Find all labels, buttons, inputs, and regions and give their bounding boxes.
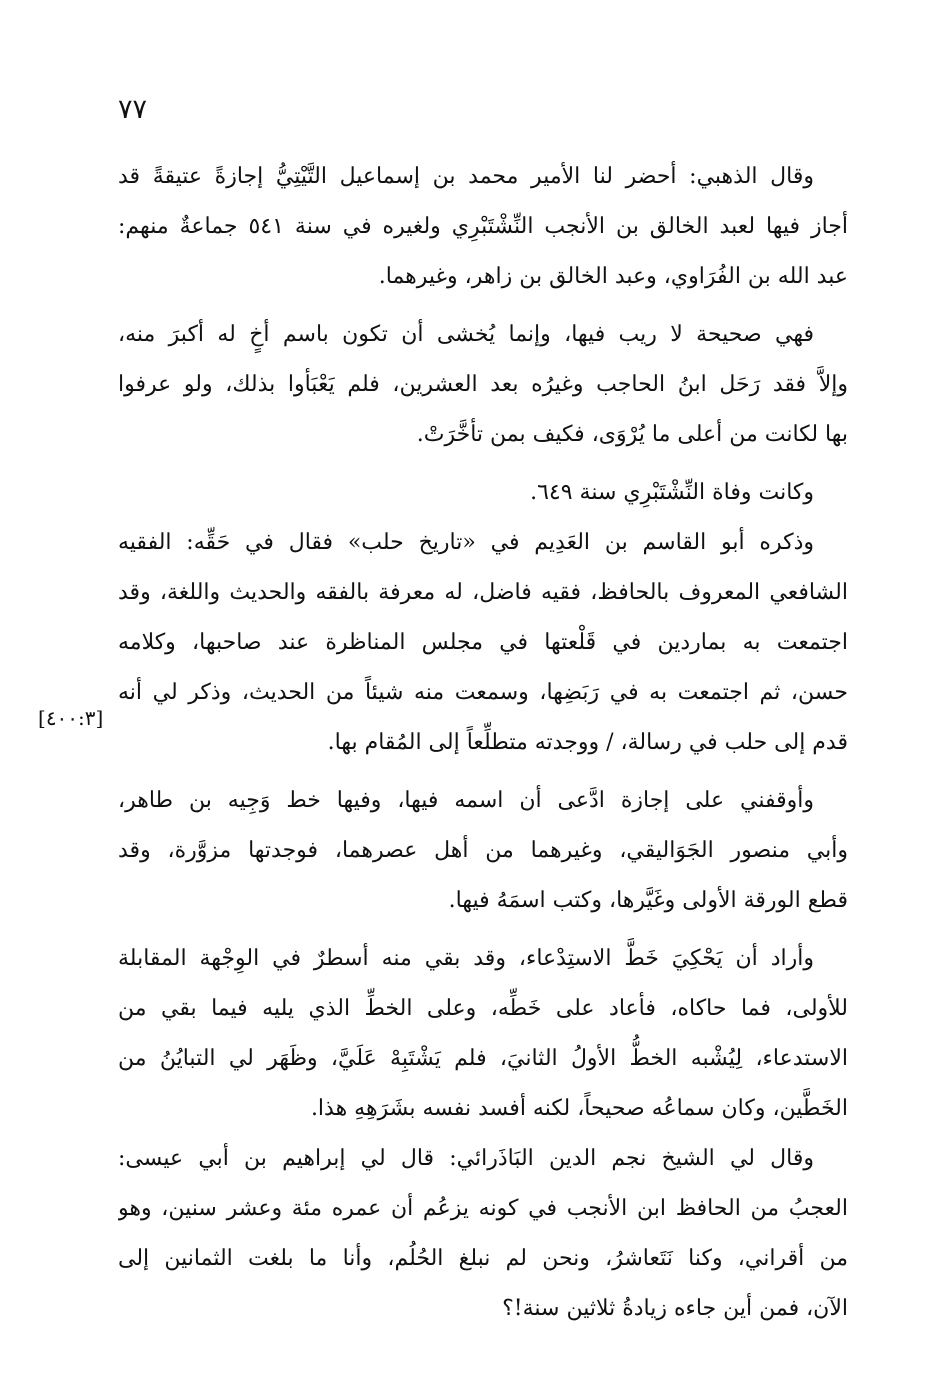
- paragraph: [118, 1134, 848, 1334]
- body-text: [118, 152, 848, 1334]
- text-line: فهي صحيحة لا ريب فيها، وإنما يُخشى أن تكون باسم أخٍ له أكبرَ منه،: [118, 322, 814, 347]
- text-line: للأولى، فما حاكاه، فأعاد على خَطِّه، وعلى الخطِّ الذي يليه فيما بقي من: [118, 996, 848, 1021]
- text-line: حسن، ثم اجتمعت به في رَبَضِها، وسمعت منه شيئاً من الحديث، وذكر لي أنه: [118, 680, 848, 705]
- text-line: الآن، فمن أين جاءه زيادةُ ثلاثين سنة!؟: [502, 1296, 848, 1321]
- text-line: الاستدعاء، لِيُشْبه الخطُّ الأولُ الثانيَ، فلم يَشْتَبِهْ عَلَيَّ، وظَهَر لي التبايُنُ من: [118, 1046, 848, 1071]
- text-line: وأبي منصور الجَوَاليقي، وغيرهما من أهل عصرهما، فوجدتها مزوَّرة، وقد: [118, 838, 848, 863]
- paragraph: [118, 518, 848, 768]
- text-line: وكانت وفاة النِّشْتَبْرِي سنة ٦٤٩.: [530, 480, 814, 505]
- text-line: قطع الورقة الأولى وغَيَّرها، وكتب اسمَهُ فيها.: [448, 888, 848, 913]
- page-number: ٧٧: [118, 94, 148, 125]
- text-line: الشافعي المعروف بالحافظ، فقيه فاضل، له معرفة بالفقه والحديث واللغة، وقد: [118, 580, 848, 605]
- text-line: العجبُ من الحافظ ابن الأنجب في كونه يزعُم أن عمره مئة وعشر سنين، وهو: [118, 1196, 848, 1221]
- text-line: وقال لي الشيخ نجم الدين البَاذَرائي: قال لي إبراهيم بن أبي عيسى:: [118, 1146, 814, 1171]
- text-line: أجاز فيها لعبد الخالق بن الأنجب النِّشْتَبْرِي ولغيره في سنة ٥٤١ جماعةٌ منهم:: [118, 214, 848, 239]
- text-line: قدم إلى حلب في رسالة، / ووجدته متطلِّعاً إلى المُقام بها.: [327, 730, 848, 755]
- paragraph: [118, 310, 848, 460]
- text-line: وذكره أبو القاسم بن العَدِيم في «تاريخ حلب» فقال في حَقِّه: الفقيه: [118, 530, 814, 555]
- text-line: وأوقفني على إجازة ادَّعى أن اسمه فيها، وفيها خط وَجِيه بن طاهر،: [118, 788, 814, 813]
- text-line: اجتمعت به بماردين في قَلْعتها في مجلس المناظرة عند صاحبها، وكلامه: [118, 630, 848, 655]
- paragraph: [118, 468, 848, 518]
- paragraph: [118, 152, 848, 302]
- text-line: من أقراني، وكنا نَتَعاشرُ، ونحن لم نبلغ الحُلُم، وأنا ما بلغت الثمانين إلى: [118, 1246, 848, 1271]
- text-line: وقال الذهبي: أحضر لنا الأمير محمد بن إسماعيل التَّيْتِيُّ إجازةً عتيقةً قد: [118, 164, 814, 189]
- text-line: بها لكانت من أعلى ما يُرْوَى، فكيف بمن تأخَّرَتْ.: [416, 422, 848, 447]
- text-line: الخَطَّين، وكان سماعُه صحيحاً، لكنه أفسد نفسه بشَرَهِهِ هذا.: [310, 1096, 848, 1121]
- paragraph: [118, 934, 848, 1134]
- text-line: عبد الله بن الفُرَاوي، وعبد الخالق بن زاهر، وغيرهما.: [378, 264, 848, 289]
- text-line: وإلاَّ فقد رَحَل ابنُ الحاجب وغيرُه بعد العشرين، فلم يَعْبَأوا بذلك، ولو عرفوا: [118, 372, 848, 397]
- paragraph: [118, 776, 848, 926]
- margin-volume-reference: [٤٠٠:٣]: [38, 706, 104, 730]
- text-line: وأراد أن يَحْكِيَ خَطَّ الاستِدْعاء، وقد بقي منه أسطرٌ في الوِجْهة المقابلة: [118, 946, 814, 971]
